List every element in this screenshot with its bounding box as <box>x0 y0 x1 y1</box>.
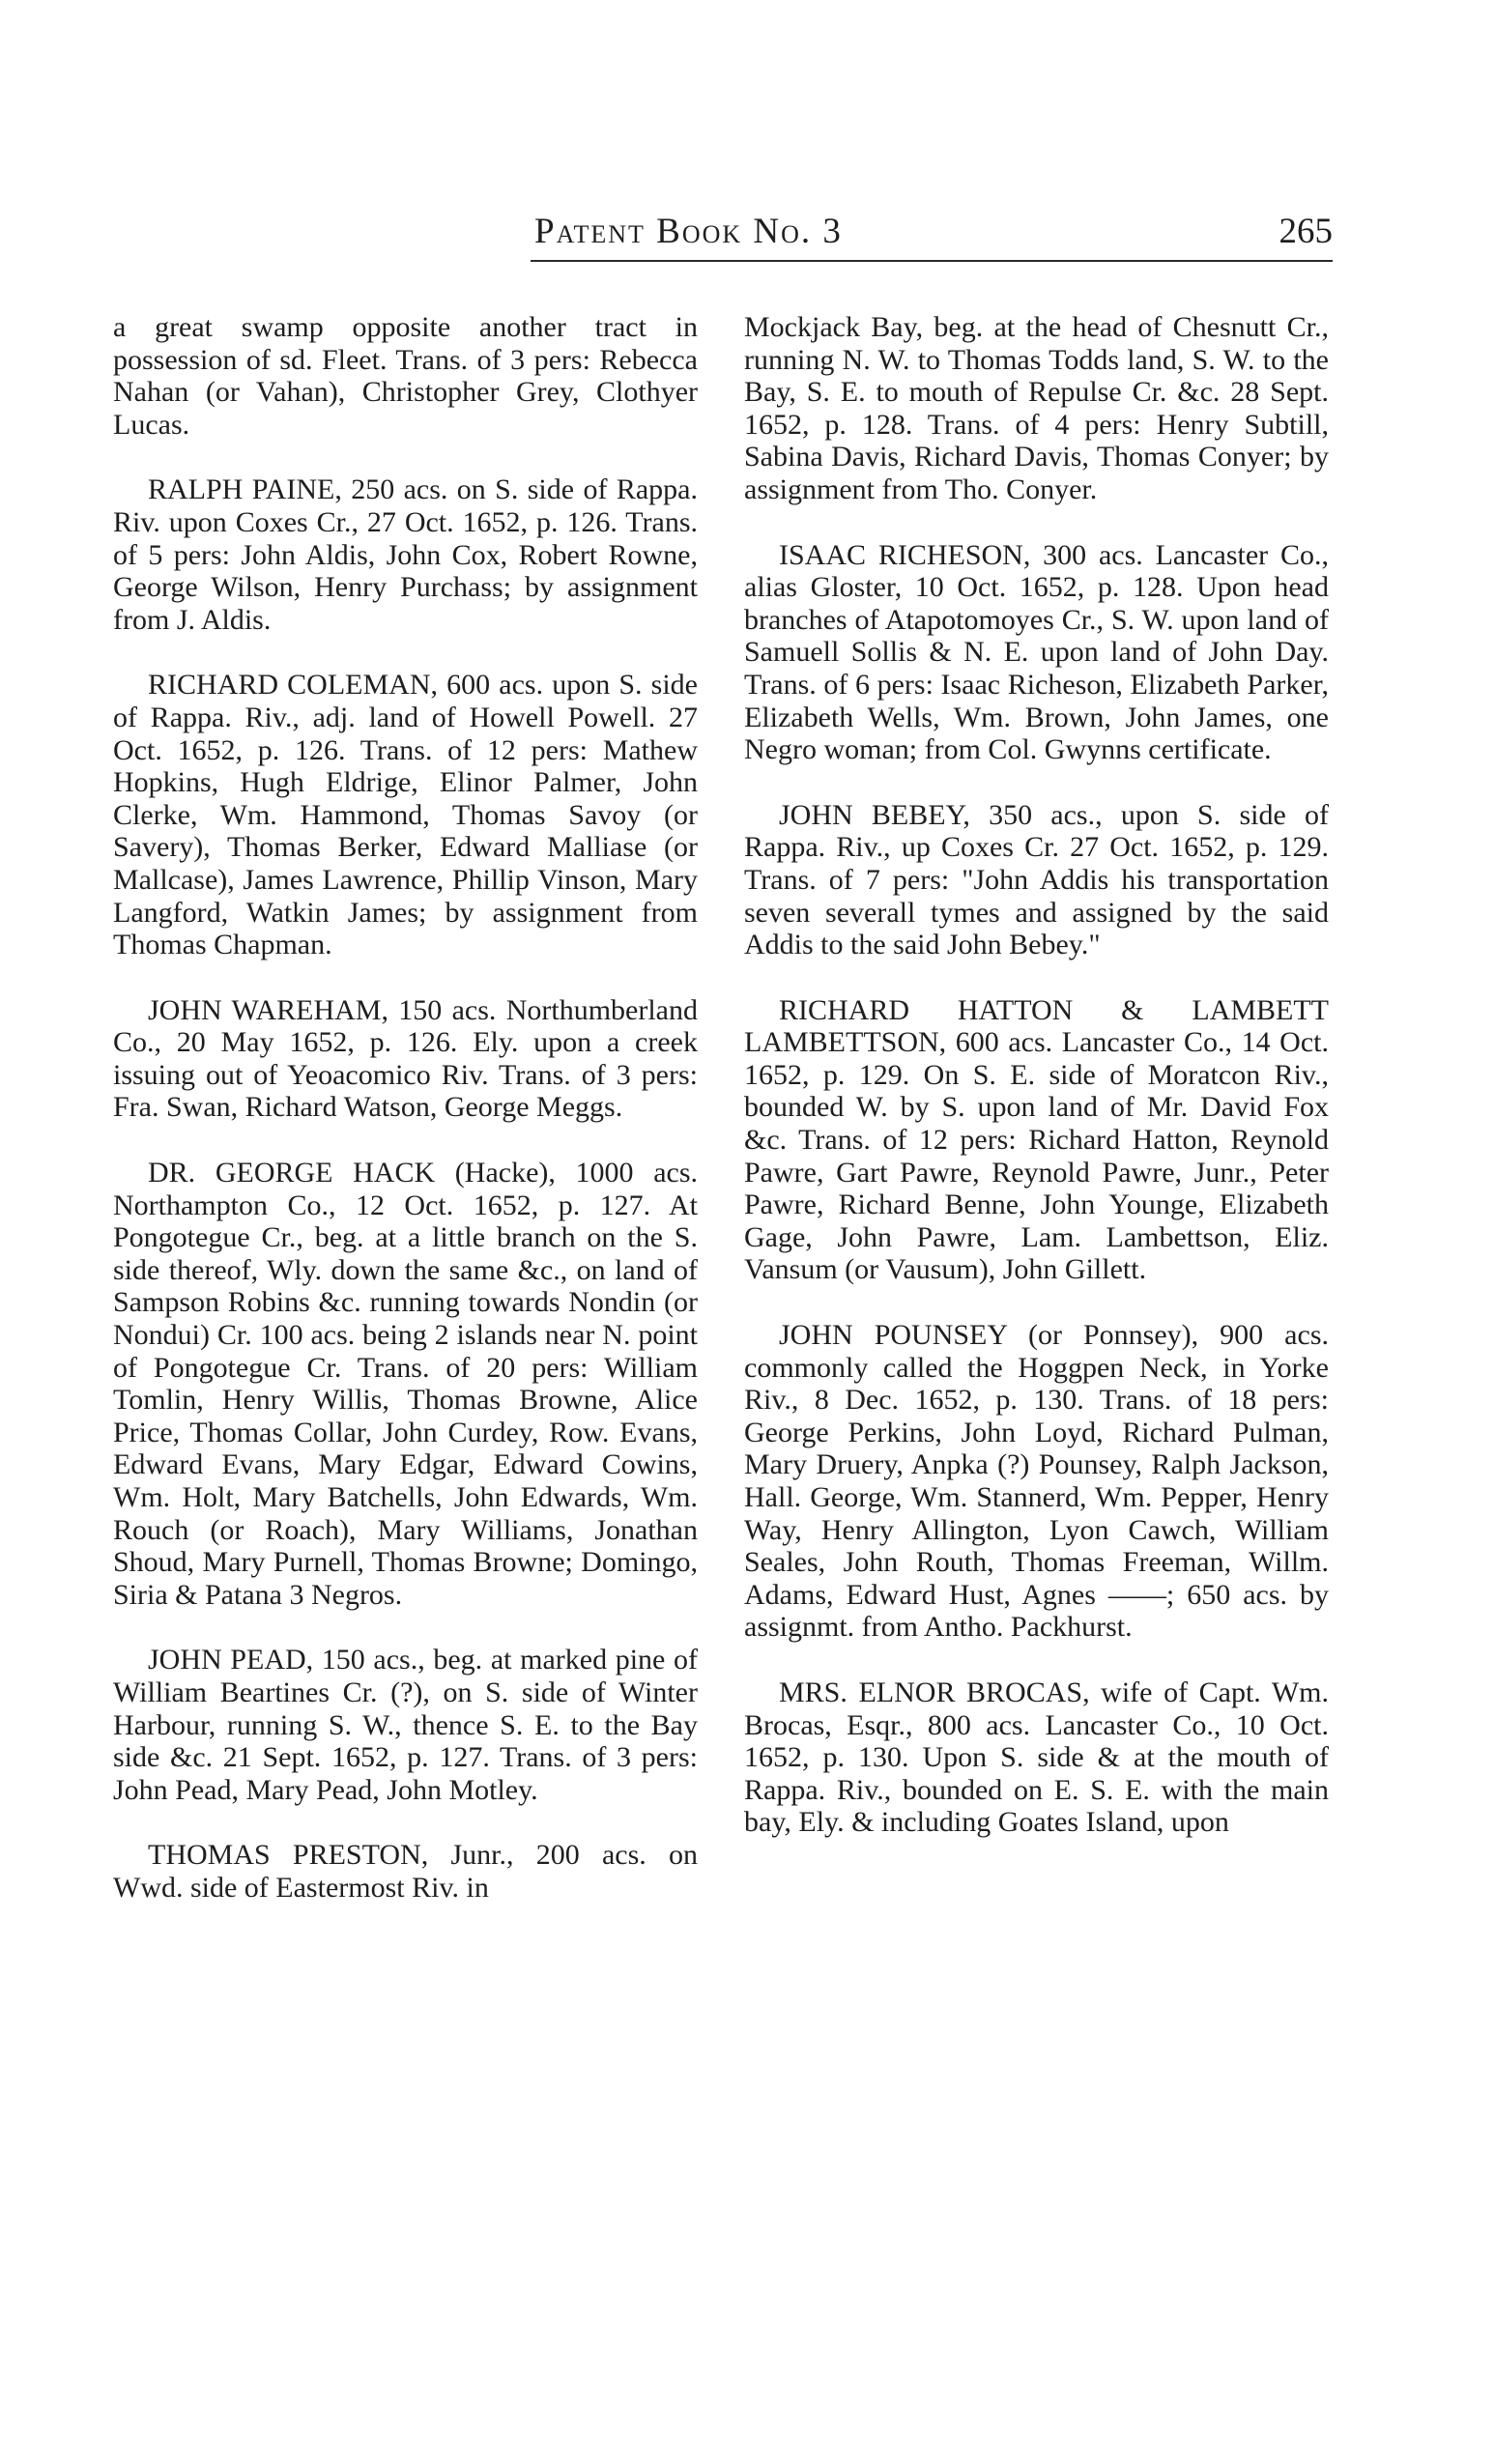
entry-elnor-brocas: MRS. ELNOR BROCAS, wife of Capt. Wm. Brocas, Esqr., 800 acs. Lancaster Co., 10 Oct. 1652, p. 130. Upon S. side & at the mouth of Rappa. Riv., bounded on E. S. E. with the main bay, Ely. & including Goates Island, upon <box>744 1676 1329 1839</box>
header-rule <box>531 260 1333 262</box>
entry-isaac-richeson: ISAAC RICHESON, 300 acs. Lancaster Co., alias Gloster, 10 Oct. 1652, p. 128. Upon head branches of Atapotomoyes Cr., S. W. upon land of Samuell Sollis & N. E. upon land of John Day. Trans. of 6 pers: Isaac Richeson, Elizabeth Parker, Elizabeth Wells, Wm. Brown, John James, one Negro woman; from Col. Gwynns certificate. <box>744 538 1329 766</box>
entry-george-hack: DR. GEORGE HACK (Hacke), 1000 acs. Northampton Co., 12 Oct. 1652, p. 127. At Pongotegue Cr., beg. at a little branch on the S. side thereof, Wly. down the same &c., on land of Sampson Robins &c. running towards Nondin (or Nondui) Cr. 100 acs. being 2 islands near N. point of Pongotegue Cr. Trans. of 20 pers: William Tomlin, Henry Willis, Thomas Browne, Alice Price, Thomas Collar, John Curdey, Row. Evans, Edward Evans, Mary Edgar, Edward Cowins, Wm. Holt, Mary Batchells, John Edwards, Wm. Rouch (or Roach), Mary Williams, Jonathan Shoud, Mary Purnell, Thomas Browne; Domingo, Siria & Patana 3 Negros. <box>113 1157 698 1611</box>
page-number: 265 <box>1279 212 1333 251</box>
running-title: Patent Book No. 3 <box>534 212 843 251</box>
entry-continuation: a great swamp opposite another tract in possession of sd. Fleet. Trans. of 3 pers: Rebecca Nahan (or Vahan), Christopher Grey, Clothyer Lucas. <box>113 311 698 441</box>
entry-john-pead: JOHN PEAD, 150 acs., beg. at marked pine of William Beartines Cr. (?), on S. side of Winter Harbour, running S. W., thence S. E. to the Bay side &c. 21 Sept. 1652, p. 127. Trans. of 3 pers: John Pead, Mary Pead, John Motley. <box>113 1644 698 1806</box>
entry-thomas-preston: THOMAS PRESTON, Junr., 200 acs. on Wwd. side of Eastermost Riv. in <box>113 1839 698 1904</box>
entry-richard-hatton: RICHARD HATTON & LAMBETT LAMBETTSON, 600 acs. Lancaster Co., 14 Oct. 1652, p. 129. On S. E. side of Moratcon Riv., bounded W. by S. upon land of Mr. David Fox &c. Trans. of 12 pers: Richard Hatton, Reynold Pawre, Gart Pawre, Reynold Pawre, Junr., Peter Pawre, Richard Benne, John Younge, Elizabeth Gage, John Pawre, Lam. Lambettson, Eliz. Vansum (or Vausum), John Gillett. <box>744 993 1329 1286</box>
entry-john-pounsey: JOHN POUNSEY (or Ponnsey), 900 acs. commonly called the Hoggpen Neck, in Yorke Riv., 8 Dec. 1652, p. 130. Trans. of 18 pers: George Perkins, John Loyd, Richard Pulman, Mary Druery, Anpka (?) Pounsey, Ralph Jackson, Hall. George, Wm. Stannerd, Wm. Pepper, Henry Way, Henry Allington, Lyon Cawch, William Seales, John Routh, Thomas Freeman, Willm. Adams, Edward Hust, Agnes ——; 650 acs. by assignmt. from Antho. Packhurst. <box>744 1319 1329 1644</box>
page-header <box>531 211 1333 259</box>
entry-john-wareham: JOHN WAREHAM, 150 acs. Northumberland Co., 20 May 1652, p. 126. Ely. upon a creek issuing out of Yeoacomico Riv. Trans. of 3 pers: Fra. Swan, Richard Watson, George Meggs. <box>113 993 698 1124</box>
entry-john-bebey: JOHN BEBEY, 350 acs., upon S. side of Rappa. Riv., up Coxes Cr. 27 Oct. 1652, p. 129. Trans. of 7 pers: "John Addis his transportation seven severall tymes and assigned by the said Addis to the said John Bebey." <box>744 798 1329 961</box>
entry-richard-coleman: RICHARD COLEMAN, 600 acs. upon S. side of Rappa. Riv., adj. land of Howell Powell. 27 Oct. 1652, p. 126. Trans. of 12 pers: Mathew Hopkins, Hugh Eldrige, Elinor Palmer, John Clerke, Wm. Hammond, Thomas Savoy (or Savery), Thomas Berker, Edward Malliase (or Mallcase), James Lawrence, Phillip Vinson, Mary Langford, Watkin James; by assignment from Thomas Chapman. <box>113 669 698 961</box>
entry-ralph-paine: RALPH PAINE, 250 acs. on S. side of Rappa. Riv. upon Coxes Cr., 27 Oct. 1652, p. 126. Trans. of 5 pers: John Aldis, John Cox, Robert Rowne, George Wilson, Henry Purchass; by assignment from J. Aldis. <box>113 473 698 636</box>
entry-preston-continuation: Mockjack Bay, beg. at the head of Chesnutt Cr., running N. W. to Thomas Todds land, S. W. to the Bay, S. E. to mouth of Repulse Cr. &c. 28 Sept. 1652, p. 128. Trans. of 4 pers: Henry Subtill, Sabina Davis, Richard Davis, Thomas Conyer; by assignment from Tho. Conyer. <box>744 311 1329 505</box>
left-column <box>113 311 698 1937</box>
right-column <box>744 311 1329 1872</box>
